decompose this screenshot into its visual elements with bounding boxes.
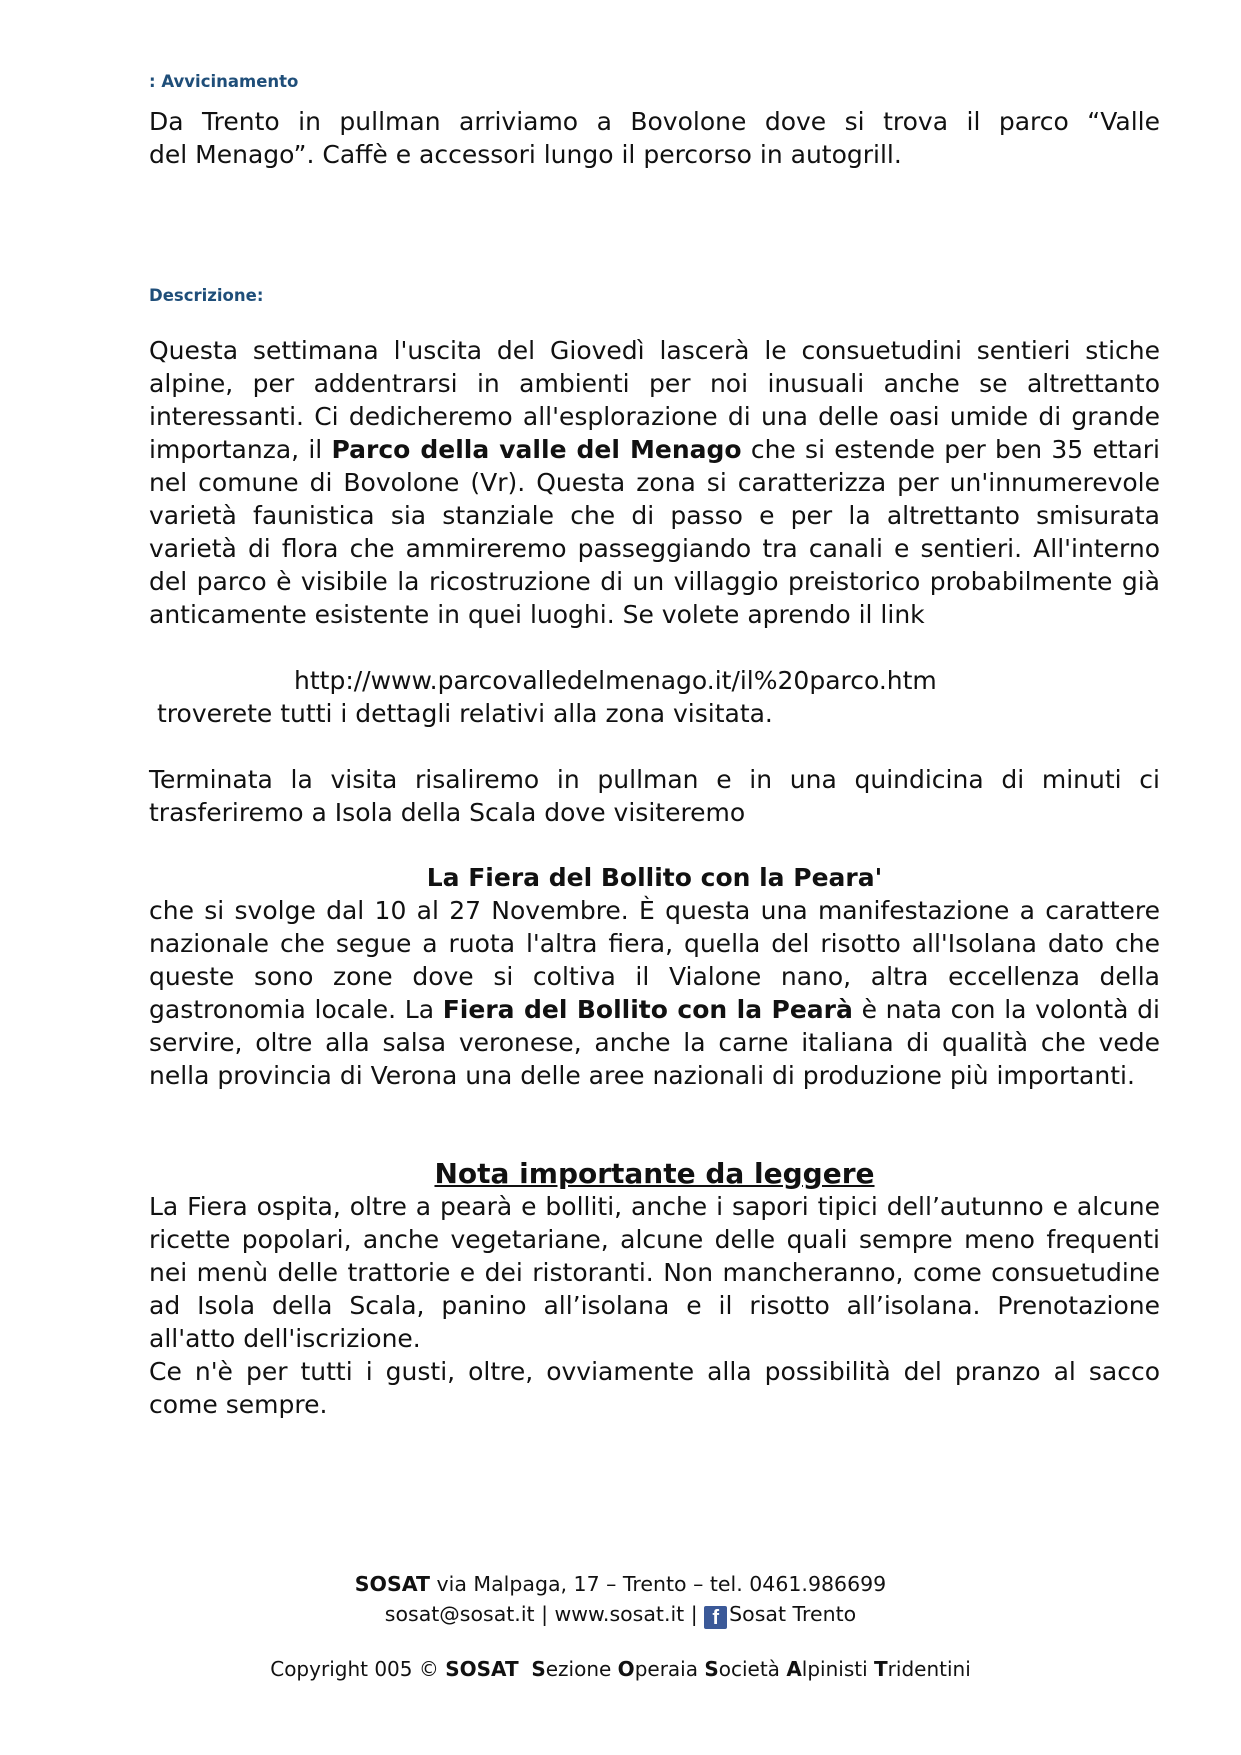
footer-address-text: via Malpaga, 17 – Trento – tel. 0461.986699 [430, 1572, 887, 1596]
facebook-icon[interactable]: f [704, 1606, 727, 1629]
copyright-initial: S [531, 1657, 546, 1681]
fiera-text-1: che si svolge dal 10 al 27 Novembre. È questa una manifestazione a carattere nazionale che segue a ruota l'altra fiera, quella del risotto all'Isolana dato che queste sono zone dove si coltiva il Vialone nano, altra eccellenza della gastronomia locale. La [149, 896, 1160, 1024]
footer-email[interactable]: sosat@sosat.it [384, 1602, 535, 1626]
avvicinamento-label: : Avvicinamento [149, 72, 299, 91]
descrizione-paragraph [149, 334, 1160, 631]
copyright-initial: A [786, 1657, 802, 1681]
copyright-word: ocietà [718, 1657, 787, 1681]
copyright-prefix: Copyright 005 © [270, 1657, 446, 1681]
descrizione-text-1: Questa settimana l'uscita del Giovedì lascerà le consuetudini sentieri stiche alpine, per addentrarsi in ambienti per noi inusuali anche se altrettanto interessanti. Ci dedicheremo all'esplorazione di una delle oasi umide di grande importanza, il [149, 336, 1160, 464]
nota-title: Nota importante da leggere [434, 1157, 875, 1190]
descrizione-label: Descrizione: [149, 286, 264, 305]
copyright-initial: T [874, 1657, 888, 1681]
footer-org: SOSAT [354, 1572, 430, 1596]
footer-address [0, 1571, 1241, 1597]
parco-link[interactable]: http://www.parcovalledelmenago.it/il%20parco.htm [294, 666, 937, 695]
descrizione-text-2: che si estende per ben 35 ettari nel comune di Bovolone (Vr). Questa zona si caratterizza per un'innumerevole varietà faunistica sia stanziale che di passo e per la altrettanto smisurata varietà di flora che ammireremo passeggiando tra canali e sentieri. All'interno del parco è visibile la ricostruzione di un villaggio preistorico probabilmente già anticamente esistente in quei luoghi. Se volete aprendo il link [149, 435, 1160, 629]
footer-website[interactable]: www.sosat.it [554, 1602, 685, 1626]
copyright-word: ezione [545, 1657, 618, 1681]
nota-paragraph-2: Ce n'è per tutti i gusti, oltre, ovviamente alla possibilità del pranzo al sacco come sempre. [149, 1357, 1160, 1419]
avvicinamento-line-2: del Menago”. Caffè e accessori lungo il percorso in autogrill. [149, 140, 902, 169]
fiera-bold-name: Fiera del Bollito con la Pearà [442, 995, 853, 1024]
nota-paragraph-1: La Fiera ospita, oltre a pearà e bolliti, anche i sapori tipici dell’autunno e alcune ricette popolari, anche vegetariane, alcune delle quali sempre meno frequenti nei menù delle trattorie e dei ristoranti. Non mancheranno, come consuetudine ad Isola della Scala, panino all’isolana e il risotto all’isolana. Prenotazione all'atto dell'iscrizione. [149, 1192, 1160, 1353]
fiera-text-2: è nata con la volontà di servire, oltre alla salsa veronese, anche la carne italiana di qualità che vede nella provincia di Verona una delle aree nazionali di produzione più importanti. [149, 995, 1160, 1090]
terminata-paragraph: Terminata la visita risaliremo in pullman e in una quindicina di minuti ci trasferiremo a Isola della Scala dove visiteremo [149, 765, 1160, 827]
after-link-text: troverete tutti i dettagli relativi alla zona visitata. [157, 699, 773, 728]
copyright-org: SOSAT [445, 1657, 519, 1681]
footer-separator: | [534, 1602, 555, 1626]
avvicinamento-line-1: Da Trento in pullman arriviamo a Bovolone dove si trova il parco “Valle [149, 107, 1160, 136]
copyright-initial: O [617, 1657, 635, 1681]
fiera-paragraph [149, 894, 1160, 1092]
footer-separator: | [684, 1602, 705, 1626]
copyright-word: ridentini [887, 1657, 971, 1681]
copyright-word: peraia [634, 1657, 705, 1681]
parco-name: Parco della valle del Menago [331, 435, 742, 464]
footer-contacts [0, 1601, 1241, 1629]
footer-copyright [0, 1656, 1241, 1682]
copyright-initial: S [704, 1657, 719, 1681]
fiera-title: La Fiera del Bollito con la Peara' [426, 863, 883, 892]
copyright-word: lpinisti [801, 1657, 875, 1681]
footer-facebook-label[interactable]: Sosat Trento [729, 1602, 857, 1626]
